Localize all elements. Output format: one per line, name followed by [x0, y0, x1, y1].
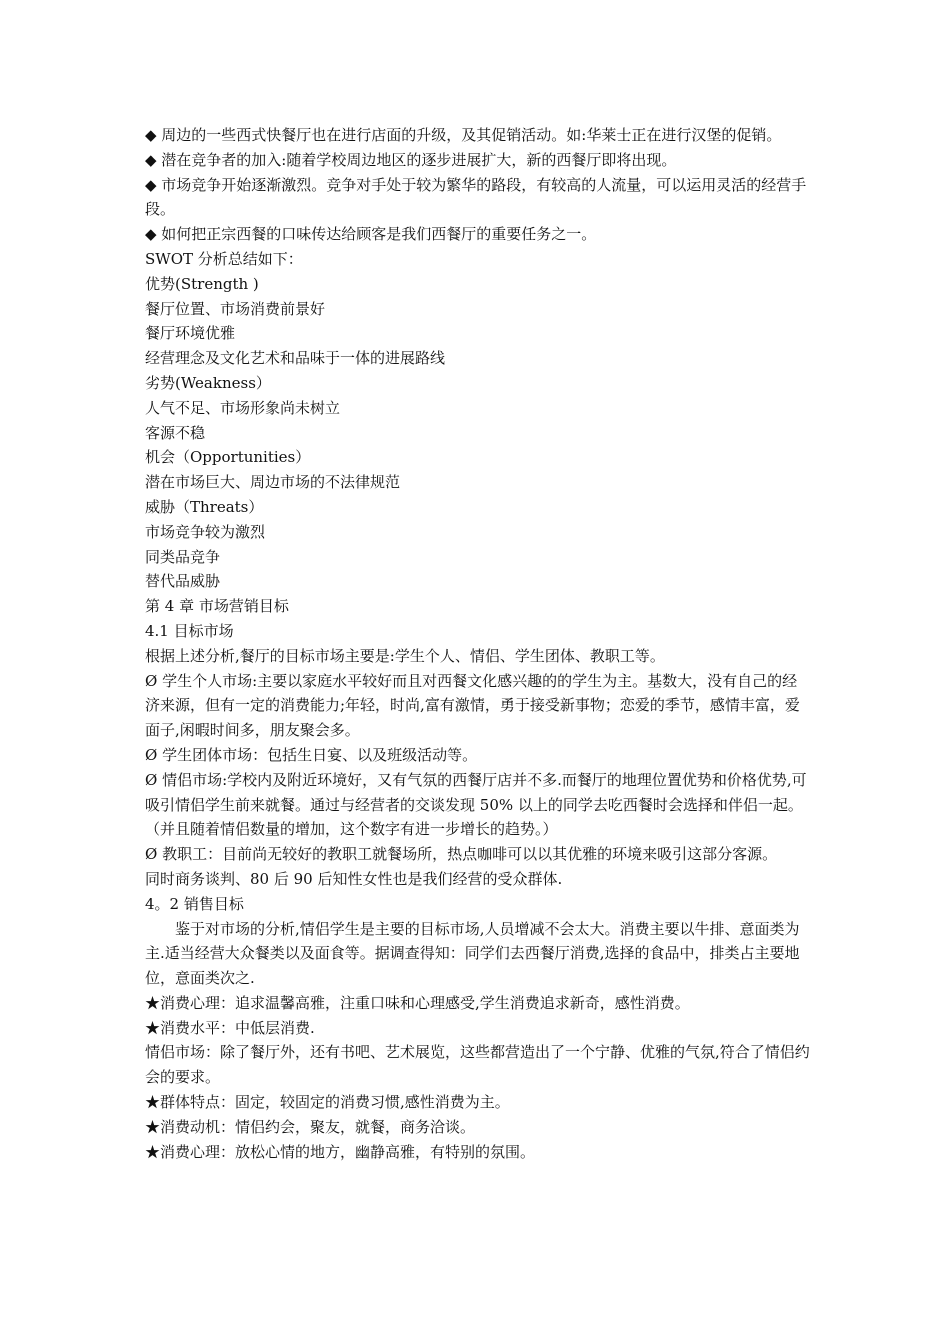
section-heading: 4.1 目标市场	[145, 621, 234, 640]
swot-item: 客源不稳	[145, 423, 206, 442]
swot-heading-opportunities: 机会（Opportunities）	[145, 448, 311, 467]
swot-item: 人气不足、市场形象尚未树立	[145, 398, 341, 417]
paragraph: 鉴于对市场的分析,情侣学生是主要的目标市场,人员增减不会太大。消费主要以牛排、意面类为主.适当经营大众餐类以及面食等。据调查得知：同学们去西餐厅消费,选择的食品中，排类占主要地位，意面类次之.	[145, 919, 800, 988]
chapter-heading: 第 4 章 市场营销目标	[145, 597, 289, 616]
swot-item: 潜在市场巨大、周边市场的不法律规范	[145, 473, 401, 492]
swot-heading-threats: 威胁（Threats）	[145, 497, 264, 516]
market-paragraph: Ø 情侣市场:学校内及附近环境好，又有气氛的西餐厅店并不多.而餐厅的地理位置优势和价格优势,可吸引情侣学生前来就餐。通过与经营者的交谈发现 50% 以上的同学去吃西餐时会选择和伴侣一起。（并且随着情侣数量的增加，这个数字有进一步增长的趋势。）	[145, 770, 807, 839]
bullet-paragraph: ◆ 潜在竞争者的加入:随着学校周边地区的逐步进展扩大，新的西餐厅即将出现。	[145, 150, 677, 169]
swot-item: 市场竞争较为激烈	[145, 522, 266, 541]
paragraph: 根据上述分析,餐厅的目标市场主要是:学生个人、情侣、学生团体、教职工等。	[145, 646, 665, 665]
swot-intro: SWOT 分析总结如下：	[145, 249, 303, 268]
star-item: ★消费心理：放松心情的地方，幽静高雅，有特别的氛围。	[145, 1142, 536, 1161]
document-body	[145, 123, 810, 1164]
star-item: ★消费水平：中低层消费.	[145, 1018, 315, 1037]
star-item: ★消费心理：追求温馨高雅，注重口味和心理感受,学生消费追求新奇，感性消费。	[145, 993, 690, 1012]
bullet-paragraph: ◆ 周边的一些西式快餐厅也在进行店面的升级，及其促销活动。如:华莱士正在进行汉堡的促销。	[145, 126, 782, 144]
swot-item: 替代品威胁	[145, 572, 221, 591]
market-paragraph: Ø 学生个人市场:主要以家庭水平较好而且对西餐文化感兴趣的的学生为主。基数大，没有自己的经济来源，但有一定的消费能力;年轻，时尚,富有激情，勇于接受新事物；恋爱的季节，感情丰富，爱面子,闲暇时间多，朋友聚会多。	[145, 671, 800, 740]
star-item: ★消费动机：情侣约会，聚友，就餐，商务洽谈。	[145, 1117, 476, 1136]
swot-item: 经营理念及文化艺术和品味于一体的进展路线	[145, 349, 446, 368]
market-paragraph: Ø 学生团体市场：包括生日宴、以及班级活动等。	[145, 745, 478, 764]
swot-item: 同类品竞争	[145, 547, 221, 566]
market-paragraph: Ø 教职工：目前尚无较好的教职工就餐场所，热点咖啡可以以其优雅的环境来吸引这部分客源。	[145, 845, 778, 864]
paragraph: 同时商务谈判、80 后 90 后知性女性也是我们经营的受众群体.	[145, 869, 563, 888]
section-heading: 4。2 销售目标	[145, 894, 244, 913]
bullet-paragraph: ◆ 市场竞争开始逐渐激烈。竞争对手处于较为繁华的路段，有较高的人流量，可以运用灵活的经营手段。	[145, 175, 807, 219]
swot-item: 餐厅位置、市场消费前景好	[145, 299, 326, 318]
swot-heading-weakness: 劣势(Weakness）	[145, 373, 271, 392]
paragraph: 情侣市场：除了餐厅外，还有书吧、艺术展览，这些都营造出了一个宁静、优雅的气氛,符合了情侣约会的要求。	[145, 1043, 810, 1087]
star-item: ★群体特点：固定，较固定的消费习惯,感性消费为主。	[145, 1093, 510, 1112]
swot-item: 餐厅环境优雅	[145, 324, 236, 343]
bullet-paragraph: ◆ 如何把正宗西餐的口味传达给顾客是我们西餐厅的重要任务之一。	[145, 225, 597, 244]
swot-heading-strength: 优势(Strength )	[145, 274, 259, 293]
